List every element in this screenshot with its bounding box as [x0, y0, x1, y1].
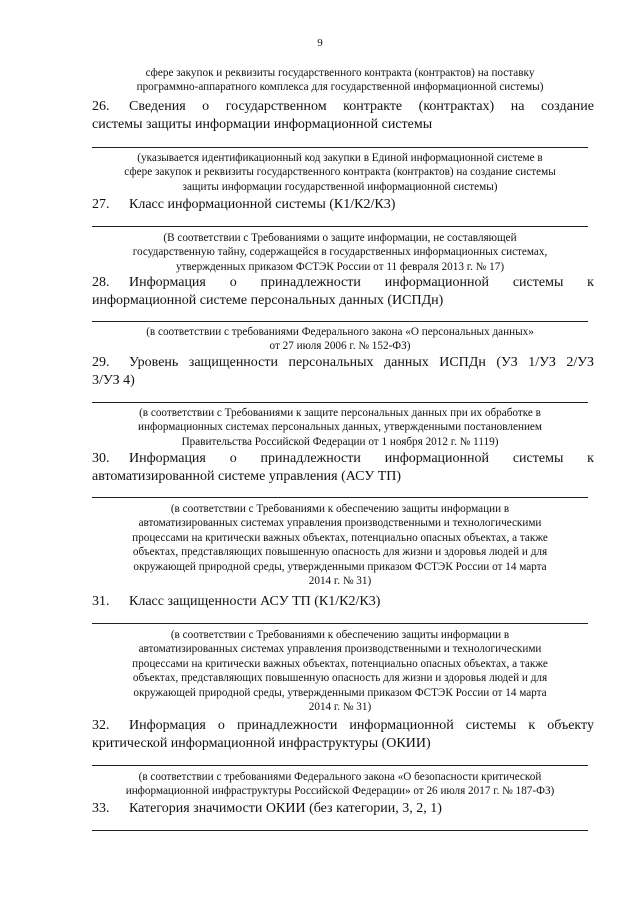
item-32-note [92, 770, 588, 799]
note-line: Правительства Российской Федерации от 1 ноября 2012 г. № 1119) [181, 435, 499, 448]
fill-line [92, 623, 588, 624]
note-line: окружающей природной среды, утвержденными приказом ФСТЭК России от 14 марта [133, 560, 547, 573]
item-text: критической информационной инфраструктуры (ОКИИ) [92, 736, 431, 751]
note-line: (В соответствии с Требованиями о защите информации, не составляющей [163, 232, 517, 244]
item-text: Сведения о государственном контракте (контрактах) на создание [129, 99, 594, 114]
item-28-note [92, 325, 588, 354]
note-line: (указывается идентификационный код закупки в Единой информационной системе в [137, 152, 543, 164]
item-number: 33. [92, 801, 110, 816]
item-text: Информация о принадлежности информационной системы к [129, 451, 594, 466]
item-28 [92, 274, 594, 292]
item-26-note [92, 151, 588, 194]
note-line: информационных системах персональных данных, утвержденными постановлением [138, 421, 542, 434]
item-27 [92, 196, 594, 214]
fill-line [92, 497, 588, 498]
note-line: 2014 г. № 31) [308, 575, 372, 588]
item-text: Уровень защищенности персональных данных ИСПДн (УЗ 1/УЗ 2/УЗ [129, 355, 594, 370]
item-text: информационной системе персональных данных (ИСПДн) [92, 293, 444, 308]
item-32 [92, 717, 594, 735]
item-30-note [92, 502, 588, 588]
item-number: 30. [92, 451, 110, 466]
fill-line [92, 830, 588, 831]
note-line: сфере закупок и реквизиты государственного контракта (контрактов) на поставку [145, 67, 535, 79]
note-line: (в соответствии с Требованиями к защите персональных данных при их обработке в [139, 407, 541, 419]
note-line: окружающей природной среды, утвержденными приказом ФСТЭК России от 14 марта [133, 686, 547, 699]
item-31-note [92, 628, 588, 714]
item-27-note [92, 231, 588, 274]
item-text: Класс информационной системы (К1/К2/К3) [129, 197, 396, 212]
fill-line [92, 147, 588, 148]
note-line: информационной инфраструктуры Российской Федерации» от 26 июля 2017 г. № 187-ФЗ) [125, 785, 555, 798]
note-line: (в соответствии с требованиями Федерального закона «О безопасности критической [138, 771, 542, 783]
item-number: 28. [92, 275, 110, 290]
note-line: государственную тайну, содержащейся в государственных информационных системах, [132, 246, 548, 259]
lead-note [92, 66, 588, 95]
note-line: автоматизированных системах управления производственными и технологическими [138, 517, 542, 530]
note-line: объектах, представляющих повышенную опасность для жизни и здоровья людей и для [132, 672, 548, 685]
note-line: программно-аппаратного комплекса для государственной информационной системы) [136, 81, 544, 94]
item-number: 27. [92, 197, 110, 212]
item-30-cont [92, 468, 594, 486]
item-text: Категория значимости ОКИИ (без категории, 3, 2, 1) [129, 801, 442, 816]
note-line: (в соответствии с Требованиями к обеспечению защиты информации в [170, 503, 510, 515]
note-line: (в соответствии с требованиями Федерального закона «О персональных данных» [146, 326, 534, 338]
item-number: 26. [92, 99, 110, 114]
note-line: сфере закупок и реквизиты государственного контракта (контрактов) на создание системы [124, 166, 556, 179]
note-line: защиты информации государственной информационной системы) [182, 180, 498, 193]
fill-line [92, 402, 588, 403]
item-text: автоматизированной системе управления (АСУ ТП) [92, 469, 402, 484]
note-line: автоматизированных системах управления производственными и технологическими [138, 643, 542, 656]
item-29 [92, 354, 594, 372]
note-line: (в соответствии с Требованиями к обеспечению защиты информации в [170, 629, 510, 641]
fill-line [92, 765, 588, 766]
item-text: Информация о принадлежности информационной системы к объекту [129, 718, 594, 733]
item-33 [92, 800, 594, 818]
note-line: 2014 г. № 31) [308, 701, 372, 714]
item-29-cont [92, 372, 594, 390]
item-text: системы защиты информации информационной системы [92, 117, 433, 132]
item-number: 31. [92, 594, 110, 609]
note-line: объектах, представляющих повышенную опасность для жизни и здоровья людей и для [132, 546, 548, 559]
fill-line [92, 226, 588, 227]
note-line: процессами на критически важных объектах, потенциально опасных объектах, а также [132, 657, 548, 670]
item-number: 29. [92, 355, 110, 370]
item-31 [92, 593, 594, 611]
item-text: 3/УЗ 4) [92, 373, 135, 388]
item-text: Класс защищенности АСУ ТП (К1/К2/К3) [129, 594, 381, 609]
item-28-cont [92, 292, 594, 310]
item-text: Информация о принадлежности информационной системы к [129, 275, 594, 290]
note-line: от 27 июля 2006 г. № 152-ФЗ) [269, 340, 411, 353]
note-line: утвержденных приказом ФСТЭК России от 11 февраля 2013 г. № 17) [175, 260, 505, 273]
item-30 [92, 450, 594, 468]
fill-line [92, 321, 588, 322]
item-32-cont [92, 735, 594, 753]
item-26 [92, 98, 594, 116]
item-26-cont [92, 116, 594, 134]
page-number: 9 [317, 37, 323, 49]
note-line: процессами на критически важных объектах, потенциально опасных объектах, а также [132, 531, 548, 544]
item-29-note [92, 406, 588, 449]
item-number: 32. [92, 718, 110, 733]
